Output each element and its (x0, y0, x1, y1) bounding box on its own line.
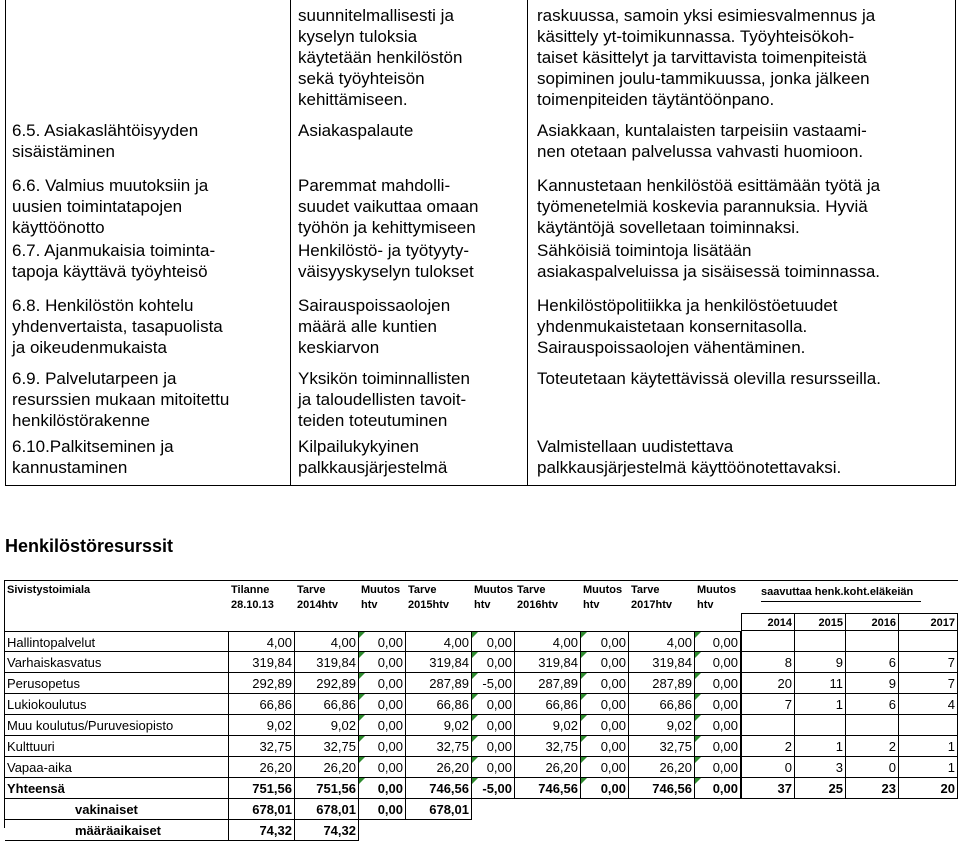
action-text: Toteutetaan käytettävissä olevilla resursseilla. (537, 369, 881, 388)
table-cell: 292,89 (229, 673, 295, 694)
retirement-cell: 9 (795, 652, 846, 673)
table-cell: -5,00 (472, 673, 515, 694)
sub-row-cell: 678,01 (406, 799, 472, 820)
table-cell: 32,75 (295, 736, 359, 757)
table-cell: 4,00 (406, 631, 472, 652)
sub-row-cell: 74,32 (295, 820, 359, 841)
table-cell: 746,56 (406, 778, 472, 799)
retirement-cell: 1 (899, 757, 958, 778)
table-cell: 287,89 (406, 673, 472, 694)
action-text: Henkilöstöpolitiikka ja henkilöstöetuudet yhdenmukaistetaan konsernitasolla. Sairauspoissaolojen vähentäminen. (537, 296, 838, 357)
table-cell: 4,00 (629, 631, 695, 652)
table-cell: 0,00 (695, 736, 741, 757)
table-cell: 319,84 (295, 652, 359, 673)
goal-6-5: 6.5. Asiakaslähtöisyyden sisäistäminen (12, 121, 199, 161)
sub-row-name: vakinaiset (5, 799, 229, 820)
table-cell: 0,00 (695, 652, 741, 673)
goal-6-9: 6.9. Palvelutarpeen ja resurssien mukaan mitoitettu henkilöstörakenne (12, 369, 230, 430)
retirement-cell: 2 (741, 736, 795, 757)
retirement-cell (899, 715, 958, 736)
column-header: Muutos htv (697, 584, 737, 611)
retirement-cell: 1 (899, 736, 958, 757)
sub-row-cell: 678,01 (295, 799, 359, 820)
retirement-year: 2014 (741, 613, 795, 631)
retirement-cell: 8 (741, 652, 795, 673)
sub-row (5, 799, 958, 820)
sub-row-cell: 0,00 (359, 799, 406, 820)
column-header: Sivistystoimiala (7, 584, 91, 596)
indicator-text: Kilpailukykyinen palkkausjärjestelmä (298, 437, 448, 477)
row-name: Hallintopalvelut (5, 631, 229, 652)
goals-table (5, 0, 956, 486)
indicator-text: Paremmat mahdolli- suudet vaikuttaa omaan työhön ja kehittymiseen (298, 176, 479, 237)
retirement-cell (899, 631, 958, 652)
table-cell: 0,00 (695, 631, 741, 652)
table-cell: 0,00 (472, 631, 515, 652)
row-name: Vapaa-aika (5, 757, 229, 778)
table-cell: 287,89 (515, 673, 581, 694)
column-header: Tarve 2016htv (517, 584, 558, 611)
retirement-year: 2016 (846, 613, 899, 631)
column-header: Tarve 2017htv (631, 584, 672, 611)
retirement-cell: 20 (899, 778, 958, 799)
goal-6-6: 6.6. Valmius muutoksiin ja uusien toimintatapojen käyttöönotto (12, 176, 209, 237)
sub-row (5, 820, 958, 841)
table-cell: 0,00 (581, 736, 629, 757)
action-text: Kannustetaan henkilöstöä esittämään työtä ja työmenetelmiä koskevia parannuksia. Hyviä käytäntöjä sovelletaan toiminnaksi. (537, 176, 881, 237)
row-name: Yhteensä (5, 778, 229, 799)
column-header: Tarve 2014htv (297, 584, 338, 611)
sheet-header-row (5, 581, 958, 631)
table-cell: 26,20 (629, 757, 695, 778)
table-cell: 0,00 (359, 631, 406, 652)
table-cell: 4,00 (295, 631, 359, 652)
retirement-cell: 7 (741, 694, 795, 715)
goal-6-8: 6.8. Henkilöstön kohtelu yhdenvertaista, tasapuolista ja oikeudenmukaista (12, 296, 223, 357)
indicator-column (291, 0, 528, 486)
table-cell: 319,84 (629, 652, 695, 673)
action-text: raskuussa, samoin yksi esimiesvalmennus ja käsittely yt-toimikunnassa. Työyhteisökoh- taiset käsittelyt ja tarvittavista toimenpiteistä sopiminen joulu-tammikuussa, jonka jälkeen toimenpiteiden täytäntöönpano. (537, 6, 876, 109)
retirement-cell (741, 631, 795, 652)
table-cell: 0,00 (581, 715, 629, 736)
sub-row-name: määräaikaiset (5, 820, 229, 841)
column-header: Muutos htv (474, 584, 514, 611)
sub-row-cell: 678,01 (229, 799, 295, 820)
retirement-header-underline (761, 601, 921, 602)
table-cell: 66,86 (229, 694, 295, 715)
indicator-text: suunnitelmallisesti ja kyselyn tuloksia käytetään henkilöstön sekä työyhteisön kehittämiseen. (298, 6, 463, 109)
action-column (528, 0, 956, 486)
retirement-cell: 11 (795, 673, 846, 694)
goal-column (6, 0, 291, 486)
table-cell: 0,00 (359, 694, 406, 715)
table-row (5, 652, 958, 673)
table-cell: 0,00 (472, 694, 515, 715)
row-name: Varhaiskasvatus (5, 652, 229, 673)
retirement-cell: 9 (846, 673, 899, 694)
table-cell: 0,00 (695, 715, 741, 736)
action-text: Valmistellaan uudistettava palkkausjärjestelmä käyttöönotettavaksi. (537, 437, 842, 477)
retirement-cell: 23 (846, 778, 899, 799)
table-cell: 287,89 (629, 673, 695, 694)
goal-6-10: 6.10.Palkitseminen ja kannustaminen (12, 437, 174, 477)
table-row (5, 778, 958, 799)
table-cell: 319,84 (406, 652, 472, 673)
table-cell: 0,00 (359, 673, 406, 694)
indicator-text: Asiakaspalaute (298, 121, 414, 140)
table-cell: 9,02 (629, 715, 695, 736)
section-heading: Henkilöstöresurssit (5, 536, 174, 556)
retirement-cell (795, 715, 846, 736)
column-header: Muutos htv (361, 584, 401, 611)
table-cell: 0,00 (581, 778, 629, 799)
table-cell: 66,86 (406, 694, 472, 715)
table-cell: 0,00 (581, 694, 629, 715)
retirement-cell: 2 (846, 736, 899, 757)
table-cell: 4,00 (229, 631, 295, 652)
indicator-text: Henkilöstö- ja työtyyty- väisyyskyselyn tulokset (298, 241, 474, 281)
table-cell: -5,00 (472, 778, 515, 799)
column-header: Muutos htv (583, 584, 623, 611)
table-cell: 0,00 (359, 778, 406, 799)
retirement-year: 2015 (795, 613, 846, 631)
table-cell: 0,00 (472, 736, 515, 757)
retirement-header: saavuttaa henk.koht.eläkeiän (761, 586, 914, 598)
table-cell: 0,00 (695, 694, 741, 715)
table-cell: 746,56 (515, 778, 581, 799)
table-cell: 0,00 (472, 715, 515, 736)
row-name: Kulttuuri (5, 736, 229, 757)
table-cell: 26,20 (229, 757, 295, 778)
action-text: Sähköisiä toimintoja lisätään asiakaspalveluissa ja sisäisessä toiminnassa. (537, 241, 880, 281)
table-cell: 751,56 (229, 778, 295, 799)
retirement-cell (846, 715, 899, 736)
goal-6-7: 6.7. Ajanmukaisia toiminta- tapoja käyttävä työyhteisö (12, 241, 216, 281)
table-cell: 0,00 (581, 652, 629, 673)
retirement-cell: 3 (795, 757, 846, 778)
table-row (5, 673, 958, 694)
table-row (5, 715, 958, 736)
table-cell: 0,00 (695, 757, 741, 778)
retirement-cell: 7 (899, 652, 958, 673)
table-cell: 32,75 (515, 736, 581, 757)
retirement-cell (846, 631, 899, 652)
table-cell: 9,02 (295, 715, 359, 736)
retirement-cell: 1 (795, 694, 846, 715)
table-cell: 0,00 (359, 736, 406, 757)
table-cell: 26,20 (515, 757, 581, 778)
retirement-cell (795, 631, 846, 652)
retirement-cell: 6 (846, 694, 899, 715)
indicator-text: Sairauspoissaolojen määrä alle kuntien keskiarvon (298, 296, 451, 357)
table-cell: 292,89 (295, 673, 359, 694)
table-cell: 66,86 (515, 694, 581, 715)
row-name: Lukiokoulutus (5, 694, 229, 715)
retirement-cell: 7 (899, 673, 958, 694)
table-cell: 0,00 (581, 757, 629, 778)
table-cell: 9,02 (406, 715, 472, 736)
table-cell: 0,00 (695, 673, 741, 694)
table-cell: 9,02 (515, 715, 581, 736)
table-row (5, 694, 958, 715)
row-name: Perusopetus (5, 673, 229, 694)
indicator-text: Yksikön toiminnallisten ja taloudellisten tavoit- teiden toteutuminen (298, 369, 470, 430)
table-row (5, 757, 958, 778)
table-cell: 32,75 (406, 736, 472, 757)
table-row (5, 631, 958, 652)
table-row (5, 736, 958, 757)
table-cell: 26,20 (295, 757, 359, 778)
retirement-cell: 4 (899, 694, 958, 715)
table-cell: 26,20 (406, 757, 472, 778)
retirement-cell: 0 (846, 757, 899, 778)
table-cell: 751,56 (295, 778, 359, 799)
table-cell: 0,00 (472, 757, 515, 778)
table-cell: 0,00 (359, 757, 406, 778)
table-cell: 0,00 (359, 652, 406, 673)
retirement-cell: 37 (741, 778, 795, 799)
column-header: Tarve 2015htv (408, 584, 449, 611)
table-cell: 746,56 (629, 778, 695, 799)
table-cell: 0,00 (581, 631, 629, 652)
action-text: Asiakkaan, kuntalaisten tarpeisiin vastaami- nen otetaan palvelussa vahvasti huomioon. (537, 121, 867, 161)
retirement-cell: 0 (741, 757, 795, 778)
table-cell: 319,84 (229, 652, 295, 673)
table-cell: 0,00 (695, 778, 741, 799)
staff-resources-sheet (4, 580, 958, 838)
table-cell: 0,00 (581, 673, 629, 694)
table-cell: 66,86 (629, 694, 695, 715)
column-header: Tilanne 28.10.13 (231, 584, 274, 611)
table-cell: 32,75 (629, 736, 695, 757)
retirement-cell: 1 (795, 736, 846, 757)
table-cell: 66,86 (295, 694, 359, 715)
retirement-cell: 6 (846, 652, 899, 673)
retirement-cell (741, 715, 795, 736)
row-name: Muu koulutus/Puruvesiopisto (5, 715, 229, 736)
table-cell: 0,00 (472, 652, 515, 673)
table-cell: 9,02 (229, 715, 295, 736)
table-cell: 4,00 (515, 631, 581, 652)
retirement-year: 2017 (899, 613, 958, 631)
table-cell: 0,00 (359, 715, 406, 736)
sub-row-cell: 74,32 (229, 820, 295, 841)
table-cell: 319,84 (515, 652, 581, 673)
retirement-cell: 25 (795, 778, 846, 799)
retirement-cell: 20 (741, 673, 795, 694)
table-cell: 32,75 (229, 736, 295, 757)
